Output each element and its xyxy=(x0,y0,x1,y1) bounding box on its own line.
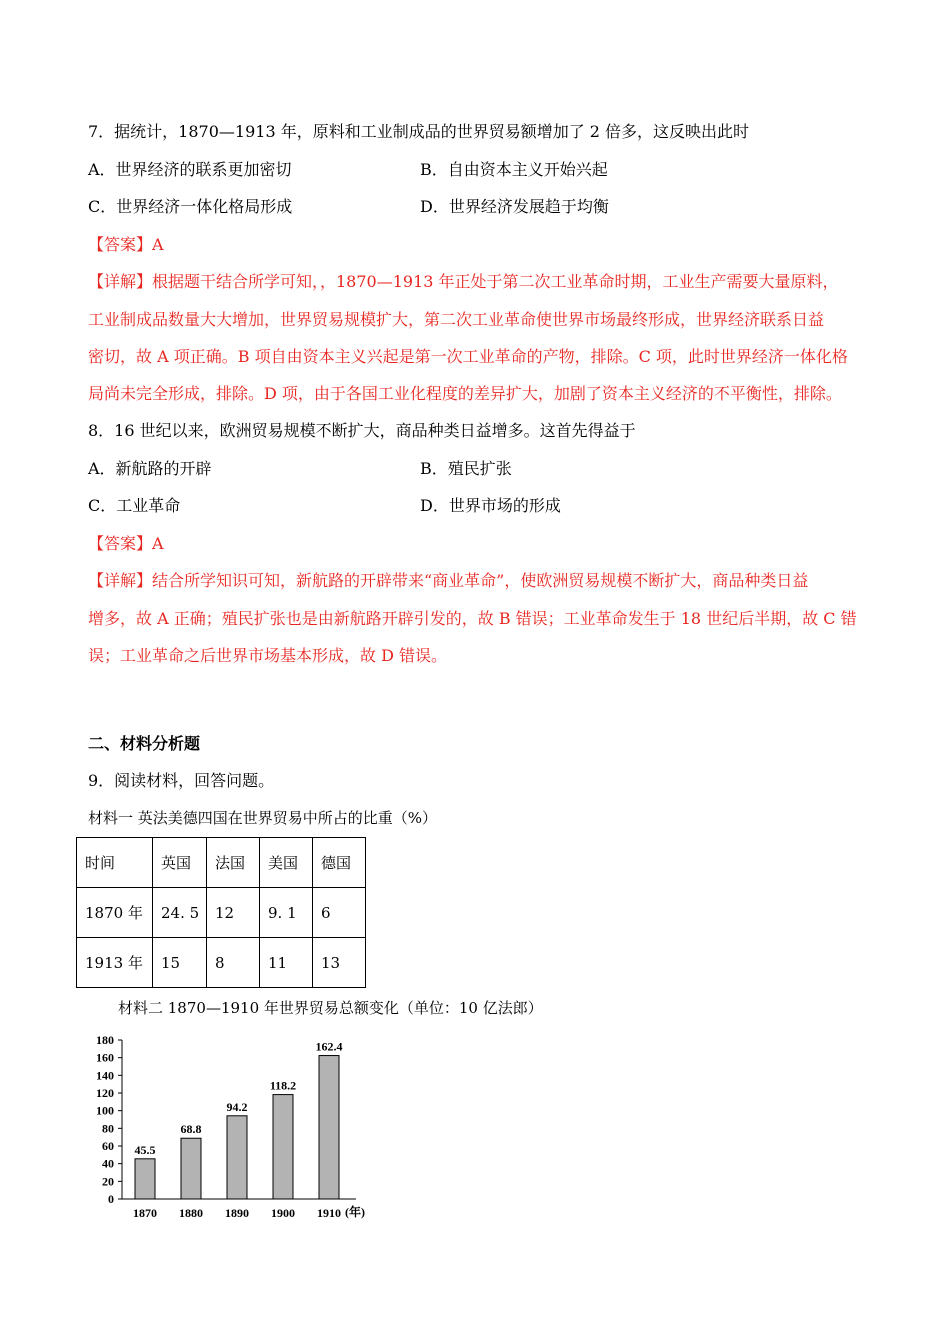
y-tick-label: 160 xyxy=(96,1050,114,1065)
bar-value-label: 118.2 xyxy=(269,1078,297,1093)
bar-value-label: 68.8 xyxy=(180,1122,202,1137)
y-tick-label: 80 xyxy=(102,1121,114,1136)
table-row xyxy=(77,938,366,988)
table-cell: 11 xyxy=(260,938,313,988)
table-cell: 12 xyxy=(207,888,260,938)
q7-answer: 【答案】A xyxy=(88,235,164,254)
y-tick-label: 140 xyxy=(96,1068,114,1083)
table-cell: 24. 5 xyxy=(153,888,207,938)
q8-answer: 【答案】A xyxy=(88,534,164,553)
bar xyxy=(273,1095,293,1199)
q8-detail-line-3: 误；工业革命之后世界市场基本形成，故 D 错误。 xyxy=(88,646,448,665)
bar xyxy=(181,1138,201,1199)
q8-options-row-2 xyxy=(88,496,862,516)
q8-stem: 8．16 世纪以来，欧洲贸易规模不断扩大，商品种类日益增多。这首先得益于 xyxy=(88,421,636,440)
y-tick-label: 120 xyxy=(96,1086,114,1100)
q7-detail-line-2: 工业制成品数量大大增加，世界贸易规模扩大，第二次工业革命使世界市场最终形成，世界经济联系日益 xyxy=(88,310,825,329)
q7-options-row-2 xyxy=(88,197,862,217)
y-tick-label: 0 xyxy=(108,1192,114,1206)
x-tick-label: 1910 xyxy=(317,1206,341,1220)
q9-stem: 9．阅读材料，回答问题。 xyxy=(88,771,275,790)
table-header-row xyxy=(77,838,366,888)
q7-options-row-1 xyxy=(88,160,862,180)
table-header-cell: 法国 xyxy=(207,838,260,888)
y-tick-label: 180 xyxy=(96,1033,114,1047)
q7-option-d: D．世界经济发展趋于均衡 xyxy=(420,197,609,216)
x-unit-label: (年) xyxy=(345,1205,365,1219)
q7-option-b: B．自由资本主义开始兴起 xyxy=(420,160,608,179)
x-tick-label: 1900 xyxy=(271,1206,295,1220)
table-cell: 13 xyxy=(313,938,366,988)
table-row xyxy=(77,888,366,938)
y-tick-label: 100 xyxy=(96,1103,114,1118)
y-tick-label: 20 xyxy=(102,1174,114,1189)
table-cell: 15 xyxy=(153,938,207,988)
material1-table xyxy=(76,837,366,988)
table-cell: 8 xyxy=(207,938,260,988)
bar-value-label: 94.2 xyxy=(226,1099,248,1114)
bar-value-label: 45.5 xyxy=(134,1142,156,1157)
table-cell: 1870 年 xyxy=(77,888,153,938)
q7-option-c: C．世界经济一体化格局形成 xyxy=(88,197,293,216)
bar xyxy=(319,1056,339,1199)
q7-detail-line-4: 局尚未完全形成，排除。D 项，由于各国工业化程度的差异扩大，加剧了资本主义经济的不平衡性，排除。 xyxy=(88,384,842,403)
q8-options-row-1 xyxy=(88,459,862,479)
bar-value-label: 162.4 xyxy=(315,1039,343,1054)
y-tick-label: 40 xyxy=(102,1156,114,1171)
q8-detail-line-1: 【详解】结合所学知识可知，新航路的开辟带来“商业革命”，使欧洲贸易规模不断扩大，商品种类日益 xyxy=(88,571,809,590)
table-header-cell: 德国 xyxy=(313,838,366,888)
q8-option-b: B．殖民扩张 xyxy=(420,459,512,478)
q8-option-a: A．新航路的开辟 xyxy=(88,459,212,478)
x-tick-label: 1890 xyxy=(225,1206,249,1220)
section-title: 二、材料分析题 xyxy=(88,734,201,753)
bar xyxy=(227,1116,247,1199)
table-cell: 9. 1 xyxy=(260,888,313,938)
q8-option-c: C．工业革命 xyxy=(88,496,181,515)
material1-caption: 材料一 英法美德四国在世界贸易中所占的比重（%） xyxy=(88,809,438,827)
x-tick-label: 1870 xyxy=(133,1206,157,1220)
q7-detail-line-1: 【详解】根据题干结合所学可知，，1870—1913 年正处于第二次工业革命时期，工业生产需要大量原料， xyxy=(88,272,839,291)
table-header-cell: 时间 xyxy=(77,838,153,888)
bar xyxy=(135,1159,155,1199)
table-header-cell: 英国 xyxy=(153,838,207,888)
table-header-cell: 美国 xyxy=(260,838,313,888)
table-cell: 6 xyxy=(313,888,366,938)
q7-option-a: A．世界经济的联系更加密切 xyxy=(88,160,292,179)
q8-detail-line-2: 增多，故 A 正确；殖民扩张也是由新航路开辟引发的，故 B 错误；工业革命发生于 18 世纪后半期，故 C 错 xyxy=(88,609,857,628)
bar-chart xyxy=(80,1025,400,1225)
material2-caption: 材料二 1870—1910 年世界贸易总额变化（单位：10 亿法郎） xyxy=(118,999,543,1017)
q7-stem: 7．据统计，1870—1913 年，原料和工业制成品的世界贸易额增加了 2 倍多，这反映出此时 xyxy=(88,122,750,141)
y-tick-label: 60 xyxy=(102,1139,114,1153)
q7-detail-line-3: 密切，故 A 项正确。B 项自由资本主义兴起是第一次工业革命的产物，排除。C 项，此时世界经济一体化格 xyxy=(88,347,848,366)
x-tick-label: 1880 xyxy=(179,1206,203,1220)
table-cell: 1913 年 xyxy=(77,938,153,988)
q8-option-d: D．世界市场的形成 xyxy=(420,496,561,515)
